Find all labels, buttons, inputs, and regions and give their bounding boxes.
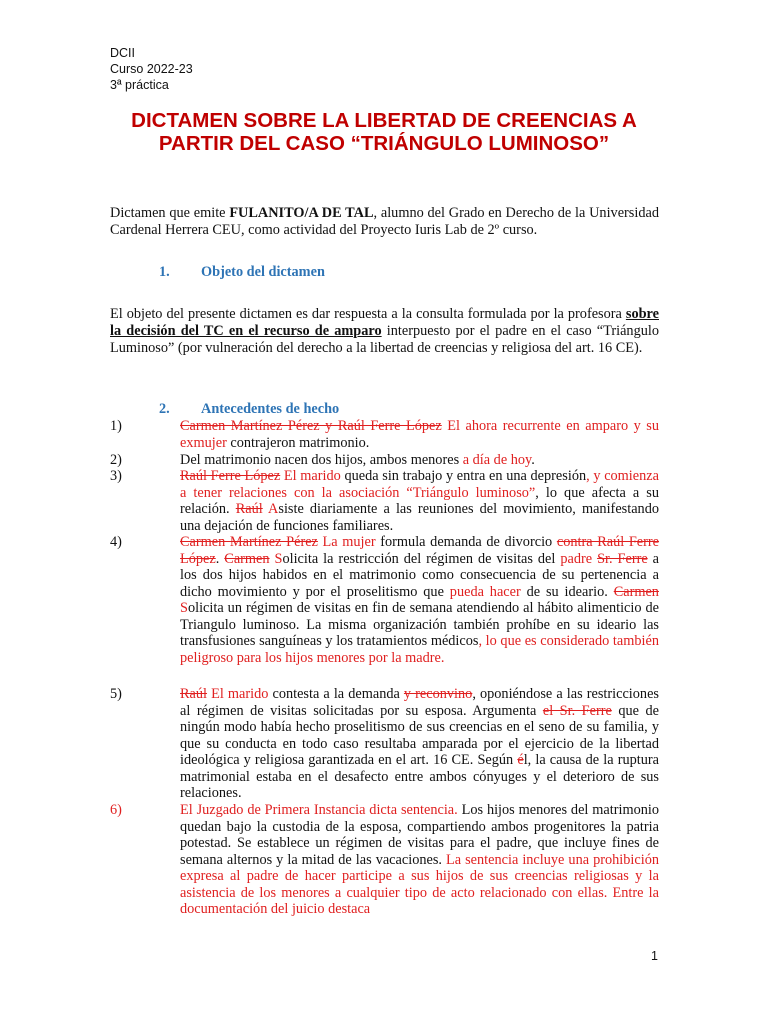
title-line-2: PARTIR DEL CASO “TRIÁNGULO LUMINOSO”	[158, 132, 610, 155]
deleted-text: Carmen Martínez Pérez	[180, 534, 318, 550]
section-2-title: Antecedentes de hecho	[201, 401, 340, 417]
inserted-text: El marido	[280, 468, 341, 484]
section-1-bold-text: sobre la decisión del TC en el recurso de amparo	[110, 306, 659, 339]
page-number: 1	[651, 949, 658, 963]
item-text: olicita un régimen de visitas en fin de semana atendiendo al hábito alimenticio de Triangulo luminoso. La misma organización también prohíbe en su ideario las transfusiones sanguíneas y los tratamientos médicos	[180, 600, 659, 650]
item-text: olicita la restricción del régimen de visitas del	[282, 550, 561, 567]
inserted-text: , y comienza a tener relaciones con la asociación “Triángulo luminoso”	[180, 468, 659, 501]
list-item-number: 6)	[110, 802, 122, 818]
inserted-text: El Juzgado de Primera Instancia dicta sentencia.	[180, 802, 458, 818]
list-item	[110, 534, 659, 666]
title-line-1: DICTAMEN SOBRE LA LIBERTAD DE CREENCIAS A	[131, 109, 637, 132]
list-item-number: 5)	[110, 686, 122, 702]
deleted-text: contra Raúl Ferre López	[180, 534, 660, 567]
deleted-text: Carmen Martínez Pérez y Raúl Ferre López	[180, 418, 442, 434]
deleted-text: é	[517, 752, 524, 769]
item-text: .	[531, 452, 535, 468]
item-text: formula demanda de divorcio	[375, 534, 557, 550]
list-item	[110, 452, 659, 469]
inserted-text: La mujer	[317, 534, 376, 550]
item-text: de su ideario.	[520, 583, 614, 600]
item-text: , lo que afecta a su relación.	[180, 484, 659, 518]
inserted-text: El ahora recurrente en amparo y su exmujer	[180, 418, 660, 451]
item-text: que de ningún modo había hecho proselitismo de sus creencias en el seno de su familia, y que su conducta en todo caso resultaba amparada por el ejercicio de la libertad ideológica y religiosa garantizada en el art. 16 CE. Según	[180, 702, 659, 769]
section-2-number: 2.	[159, 401, 170, 417]
header-academic-year: Curso 2022-23	[110, 62, 193, 76]
item-text: contrajeron matrimonio.	[226, 434, 370, 451]
section-1-text: El objeto del presente dictamen es dar respuesta a la consulta formulada por la profesora	[110, 306, 626, 322]
inserted-text: El marido	[207, 686, 269, 702]
deleted-text: Sr. Ferre	[597, 550, 648, 567]
deleted-text: y reconvino	[403, 686, 473, 702]
list-item	[110, 418, 659, 451]
list-item-number: 1)	[110, 418, 122, 434]
intro-text: Dictamen que emite	[110, 205, 230, 221]
inserted-text: La sentencia incluye una prohibición expresa al padre de hacer participe a sus hijos de sus creencias religiosas y la asistencia de los menores a cualquier tipo de acto relacionado con ellas. Entre la documentación del juicio destaca	[180, 851, 659, 918]
item-text: .	[215, 550, 225, 567]
header-course-code: DCII	[110, 46, 135, 60]
deleted-text: Raúl	[235, 501, 263, 518]
inserted-text: A	[262, 501, 279, 518]
document-title	[60, 109, 708, 155]
header-practice-number: 3ª práctica	[110, 78, 169, 92]
item-text: siste diariamente a las reuniones del movimiento, manifestando una dejación de funciones familiares.	[180, 501, 659, 534]
list-item	[110, 686, 659, 802]
list-item	[110, 468, 659, 534]
list-item	[110, 802, 659, 918]
inserted-text: padre	[560, 550, 593, 567]
item-text: queda sin trabajo y entra en una depresión	[340, 468, 587, 484]
deleted-text: Raúl Ferre López	[180, 468, 281, 484]
item-text: , la causa de la ruptura matrimonial estaba en el desafecto entre ambos cónyuges y el deterioro de sus relaciones.	[180, 752, 659, 802]
list-item-number: 2)	[110, 452, 122, 468]
list-item-number: 4)	[110, 534, 122, 550]
list-item-number: 3)	[110, 468, 122, 484]
section-1-title: Objeto del dictamen	[201, 264, 325, 280]
section-1-heading	[159, 264, 325, 281]
inserted-text: , lo que es considerado también peligroso para los hijos menores por la madre.	[180, 633, 659, 666]
item-text: a los dos hijos habidos en el matrimonio como consecuencia de su pertenencia a dicho movimiento y por el proselitismo que	[180, 550, 659, 600]
item-text: Del matrimonio nacen dos hijos, ambos menores	[180, 452, 463, 468]
intro-text-2: , alumno del Grado en Derecho de la Universidad Cardenal Herrera CEU, como actividad del Proyecto Iuris Lab de 2º curso.	[110, 205, 659, 238]
intro-paragraph	[110, 205, 659, 239]
section-1-number: 1.	[159, 264, 170, 280]
inserted-text: S	[269, 550, 283, 567]
item-text: , oponiéndose a las restricciones al régimen de visitas solicitadas por su esposa. Argumenta	[180, 686, 659, 719]
inserted-text: a día de hoy	[462, 452, 532, 468]
item-text: l	[523, 752, 528, 769]
section-1-text-2: interpuesto por el padre en el caso “Triángulo Luminoso” (por vulneración del derecho a la libertad de creencias y religiosa del art. 16 CE).	[110, 323, 659, 356]
inserted-text: pueda hacer	[449, 583, 521, 600]
deleted-text: el Sr. Ferre	[542, 702, 612, 719]
item-text: contesta a la demanda	[268, 686, 404, 702]
section-1-paragraph	[110, 306, 659, 357]
deleted-text: Carmen	[613, 583, 659, 600]
deleted-text: Carmen	[224, 550, 270, 567]
document-header	[110, 45, 193, 93]
section-2-heading	[159, 401, 339, 418]
inserted-text: S	[180, 600, 188, 617]
item-text: Los hijos menores del matrimonio quedan bajo la custodia de la esposa, compartiendo ambos progenitores la patria potestad. Se establece un régimen de visitas para el padre, que incluye fines de semana alternos y la mitad de las vacaciones.	[180, 802, 659, 868]
author-name: FULANITO/A DE TAL	[229, 205, 374, 221]
deleted-text: Raúl	[180, 686, 208, 702]
